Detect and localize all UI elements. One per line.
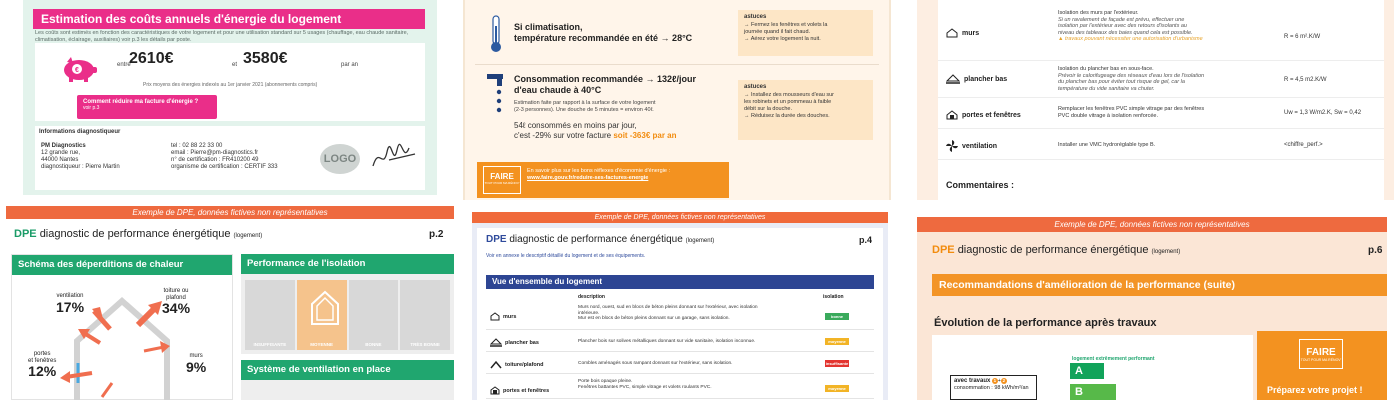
hot-water-title-line2: d'eau chaude à 40°C [514,85,602,95]
walls-loss [186,353,206,375]
works-label-text: plancher bas [964,75,1008,83]
works-desc-line: Remplacer les fenêtres PVC simple vitrage par des fenêtres [1058,106,1205,112]
column-header-description: description [578,294,605,300]
hot-water-title-line1: Consommation recommandée → 132ℓ/jour [514,74,696,84]
cost-low-value: 2610€ [129,50,174,67]
page-title [932,244,1180,256]
hot-water-estimation [514,100,724,113]
faire-text: En savoir plus sur les bons réflexes d'économie d'énergie : [527,168,671,174]
insulation-badge: bonne [825,313,849,320]
doors-windows-loss [28,351,56,379]
high-performance-legend: logement extrêmement performant [1072,356,1155,362]
page-title [486,234,714,245]
certification-number: n° de certification : FR410200 49 [171,157,259,163]
house-outline-icon [309,288,341,326]
company-name: PM Diagnostics [41,143,86,149]
works-row-label [946,140,997,152]
overview-sheet [477,228,883,400]
works-table-panel [917,0,1394,200]
overview-row-label [490,338,539,347]
heat-loss-page [6,206,454,400]
overview-intro: Voir en annexe le descriptif détaillé du logement et de ses équipements. [486,253,646,259]
scale-label: MOYENNE [310,342,333,347]
floor-icon [490,338,502,347]
ac-title-line2: température recommandée en été → 28°C [514,33,693,43]
example-banner: Exemple de DPE, données fictives non représentatives [472,212,888,223]
overview-row-floor [486,331,874,352]
comments-heading: Commentaires : [946,180,1015,190]
prepare-project-cta: Préparez votre projet ! [1267,385,1363,395]
ac-tip-line: → Aérez votre logement la nuit. [744,36,821,42]
overview-page [472,212,888,400]
ac-recommendation [514,22,714,44]
scale-good [349,280,399,350]
hot-water-tip-line: → Réduisez la durée des douches. [744,113,830,119]
window-icon [490,386,500,395]
faire-logo-subtext: TOUT POUR MA RÉNOV' [484,181,520,185]
address-line-1: 12 grande rue, [41,150,81,156]
works-label-text: ventilation [962,142,998,150]
works-desc-line: du plancher bas pour éviter tout risque de gel, car la [1058,79,1185,85]
energy-class-b: B [1070,384,1116,400]
estimation-line: (2-3 personnes). Une douche de 5 minutes = environ 40ℓ. [514,106,654,113]
works-desc-line: niveau des tableaux des baies quand cela est possible. [1058,29,1193,36]
works-desc-line: isolation par l'extérieur avec des retours d'isolants au [1058,23,1187,29]
dpe-title: diagnostic de performance énergétique [957,244,1149,256]
doors-loss-label: portes [33,351,51,357]
overview-row-label [490,312,516,321]
dpe-subtitle: (logement) [233,233,263,239]
column-header-insulation: isolation [823,294,844,300]
ventilation-loss-label: ventilation [56,293,84,299]
insulation-badge: moyenne [825,338,849,345]
walls-loss-pct: 9% [186,358,207,375]
overview-desc-line: Murs nord, ouest, sud en blocs de béton pleins donnant sur l'extérieur, avec isolation [578,305,758,310]
step-2-badge: 2 [1002,378,1006,383]
ventilation-system [241,360,454,400]
works-perf-value: R = 6 m².K/W [1284,34,1321,40]
works-desc [1058,66,1268,92]
scale-insufficient [245,280,295,350]
energy-class-a: A [1070,363,1104,379]
overview-desc: Combles aménagés sous rampant donnant sur l'extérieur, sans isolation. [578,361,733,366]
estimation-line: Estimation faite par rapport à la surface de votre logement [514,100,656,106]
diagnostician-name: diagnostiqueur : Pierre Martin [41,164,120,170]
works-row-ventilation [938,130,1384,160]
works-row-floor [938,62,1384,98]
insulation-scale [245,280,450,350]
ac-tip-line: → Fermez les fenêtres et volets la [744,22,828,28]
overview-desc [578,305,810,322]
cost-high-value: 3580€ [243,50,288,67]
faucet-icon [485,72,505,120]
savings-highlight: soit -363€ par an [613,131,677,140]
roof-loss-pct: 34% [162,300,191,316]
window-icon [946,110,958,120]
phone: tel : 02 88 22 33 00 [171,143,223,149]
savings-line-1: 54ℓ consommés en moins par jour, [514,121,637,130]
works-row-walls [938,6,1384,61]
heat-loss-title: Schéma des déperditions de chaleur [12,255,232,275]
overview-desc [578,379,810,390]
dpe-label: DPE [14,228,37,240]
hot-water-tip-line: débit sur la douche. [744,106,793,112]
overview-label-text: plancher bas [505,339,539,346]
overview-label-text: toiture/plafond [505,361,544,368]
page-number: p.6 [1368,245,1383,256]
hot-water-tip-line: → Installez des mousseurs d'eau sur [744,92,835,98]
works-row-label [946,110,1021,120]
works-desc-line: Si un ravalement de façade est prévu, effectuer une [1058,16,1185,23]
reduce-bill-label: Comment réduire ma facture d'énergie ? [83,99,199,105]
svg-text:€: € [75,67,79,74]
signature-icon [369,140,419,174]
overview-row-windows [486,375,874,399]
faire-promo[interactable] [1257,331,1387,400]
works-desc-line: Prévoir le calorifugeage des réseaux d'eau lors de l'isolation [1058,72,1205,79]
ventilation-loss-pct: 17% [56,298,85,315]
ac-tips-title: astuces [744,14,767,20]
works-perf-value: R = 4,5 m2.K/W [1284,77,1327,83]
works-desc-line: Isolation des murs par l'extérieur. [1058,10,1139,16]
hot-water-tips-box [738,80,873,140]
overview-desc-line: Porte bois opaque pleine. [578,379,633,384]
roof-loss [162,288,190,316]
dpe-label: DPE [486,234,507,245]
hot-water-tip-line: les robinets et un pommeau à faible [744,99,832,105]
works-desc-line: Isolation du plancher bas en sous-face. [1058,66,1154,72]
scale-label: INSUFFISANTE [253,342,287,347]
works-warning: ▲ travaux pouvant nécessiter une autorisation d'urbanisme [1058,36,1203,42]
doors-loss-label: et fenêtres [28,357,57,364]
per-year-label: par an [341,62,359,68]
page-number: p.2 [429,229,444,240]
energy-cost-panel [23,0,437,195]
recommendations-title: Recommandations d'amélioration de la performance (suite) [932,274,1387,296]
hot-water-savings [514,121,734,141]
works-row-windows [938,99,1384,129]
ventilation-loss [56,293,84,315]
scale-label: TRÈS BONNE [410,342,440,347]
insulation-title: Performance de l'isolation [241,254,454,274]
after-works-consumption: consommation : 98 kWh/m²/an [954,384,1029,391]
dpe-title: diagnostic de performance énergétique [39,228,231,240]
faire-banner [477,162,729,198]
between-label: entre [117,62,131,68]
reduce-bill-callout[interactable] [77,95,217,119]
faire-link[interactable]: www.faire.gouv.fr/reduire-ses-factures-energie [527,175,649,181]
after-works-label: avec travaux [954,378,991,384]
and-label: et [232,62,238,68]
insulation-badge: insuffisante [825,361,849,366]
overview-row-walls [486,302,874,330]
dpe-title: diagnostic de performance énergétique [509,234,683,245]
scale-very-good [400,280,450,350]
walls-loss-label: murs [189,353,203,359]
works-desc [1058,142,1268,149]
dpe-subtitle: (logement) [685,238,715,244]
certification-body: organisme de certification : CERTIF 333 [171,164,278,170]
overview-row-label [490,386,549,395]
faire-logo-text: FAIRE [1306,346,1336,358]
faire-logo [1299,339,1343,369]
floor-icon [946,74,960,84]
diagnostician-info-title: Informations diagnostiqueur [39,129,121,135]
works-desc [1058,10,1268,43]
insulation-badge: moyenne [825,385,849,392]
cost-section-title: Estimation des coûts annuels d'énergie du logement [33,9,425,29]
email: email : Pierre@pm-diagnostics.fr [171,150,259,156]
piggy-bank-icon [59,53,99,83]
overview-title: Vue d'ensemble du logement [486,275,874,289]
diagnostician-info [35,126,425,190]
ac-tip-line: journée quand il fait chaud. [744,29,811,35]
step-1-badge: 1 [993,378,997,383]
roof-loss-label: toiture ou [163,288,189,294]
faire-logo-text: FAIRE [490,172,514,181]
house-outline-icon [490,312,500,321]
page-number: p.4 [859,235,873,245]
insulation-performance [241,254,454,354]
overview-row-label [490,360,544,369]
page-title [14,228,262,240]
works-row-label [946,74,1007,84]
overview-desc-line: Fenêtres battantes PVC, simple vitrage et volets roulants PVC. [578,384,712,390]
performance-evolution-title: Évolution de la performance après travaux [934,317,1157,329]
works-label-text: murs [962,29,980,37]
example-banner: Exemple de DPE, données fictives non représentatives [6,206,454,219]
works-perf-value: <chiffre_perf.> [1284,142,1323,148]
faire-logo [483,166,521,194]
example-banner: Exemple de DPE, données fictives non représentatives [917,217,1387,232]
dpe-subtitle: (logement) [1151,249,1181,255]
roof-icon [490,360,502,369]
thermometer-icon [489,14,503,54]
overview-desc-line: intérieure. [578,310,600,316]
diagnostician-address [41,143,120,171]
address-line-2: 44000 Nantes [41,157,79,163]
savings-line-2: c'est -29% sur votre facture [514,131,612,140]
prices-note: Prix moyens des énergies indexés au 1er janvier 2021 (abonnements compris) [143,82,318,88]
works-desc [1058,106,1268,119]
ac-tips-box [738,10,873,56]
dpe-label: DPE [932,244,955,256]
cost-explanation: Les coûts sont estimés en fonction des caractéristiques de votre logement et pour une utilisation standard sur 5 usages (chauffage, eau chaude sanitaire, climatisation, éclairage, auxiliaires) voir p.3 les détails par poste. [35,30,409,43]
faire-logo-subtext: TOUT POUR MA RÉNOV' [1300,357,1342,362]
divider [475,64,879,65]
heat-loss-diagram [11,254,233,400]
works-sheet [938,0,1384,200]
scale-label: BONNE [365,342,382,347]
works-desc-line: température du vide sanitaire va chuter. [1058,85,1155,92]
improvement-page [917,217,1387,400]
after-works-box: avec travaux 1 + 2 consommation : 98 kWh/m²/an [950,375,1037,400]
hot-water-tips-title: astuces [744,84,767,90]
overview-desc-line: Mur est en blocs de béton pleins donnant sur un garage, sans isolation. [578,316,730,321]
works-perf-value: Uw = 1,3 W/m2.K, Sw = 0,42 [1284,110,1362,116]
company-logo: LOGO [320,144,360,174]
overview-label-text: murs [503,313,517,320]
diagnostician-contact [171,143,278,171]
ventilation-title: Système de ventilation en place [241,360,454,380]
fan-icon [946,140,958,152]
overview-row-roof [486,353,874,374]
hot-water-recommendation [514,74,724,96]
ac-title-line1: Si climatisation, [514,22,583,32]
house-outline-icon [946,28,958,38]
works-row-label [946,28,979,38]
doors-loss-pct: 12% [28,363,57,379]
works-label-text: portes et fenêtres [962,111,1021,119]
scale-average-selected [297,280,347,350]
roof-loss-label: plafond [166,294,186,301]
works-desc-line: Installer une VMC hydroréglable type B. [1058,142,1156,148]
reduce-bill-page-ref: voir p.3 [83,105,100,111]
overview-label-text: portes et fenêtres [503,387,550,394]
tips-panel [463,0,891,200]
overview-desc: Plancher bois sur solives métalliques donnant sur vide sanitaire, isolation inconnue. [578,339,756,344]
works-desc-line: PVC double vitrage à isolation renforcée. [1058,112,1158,119]
